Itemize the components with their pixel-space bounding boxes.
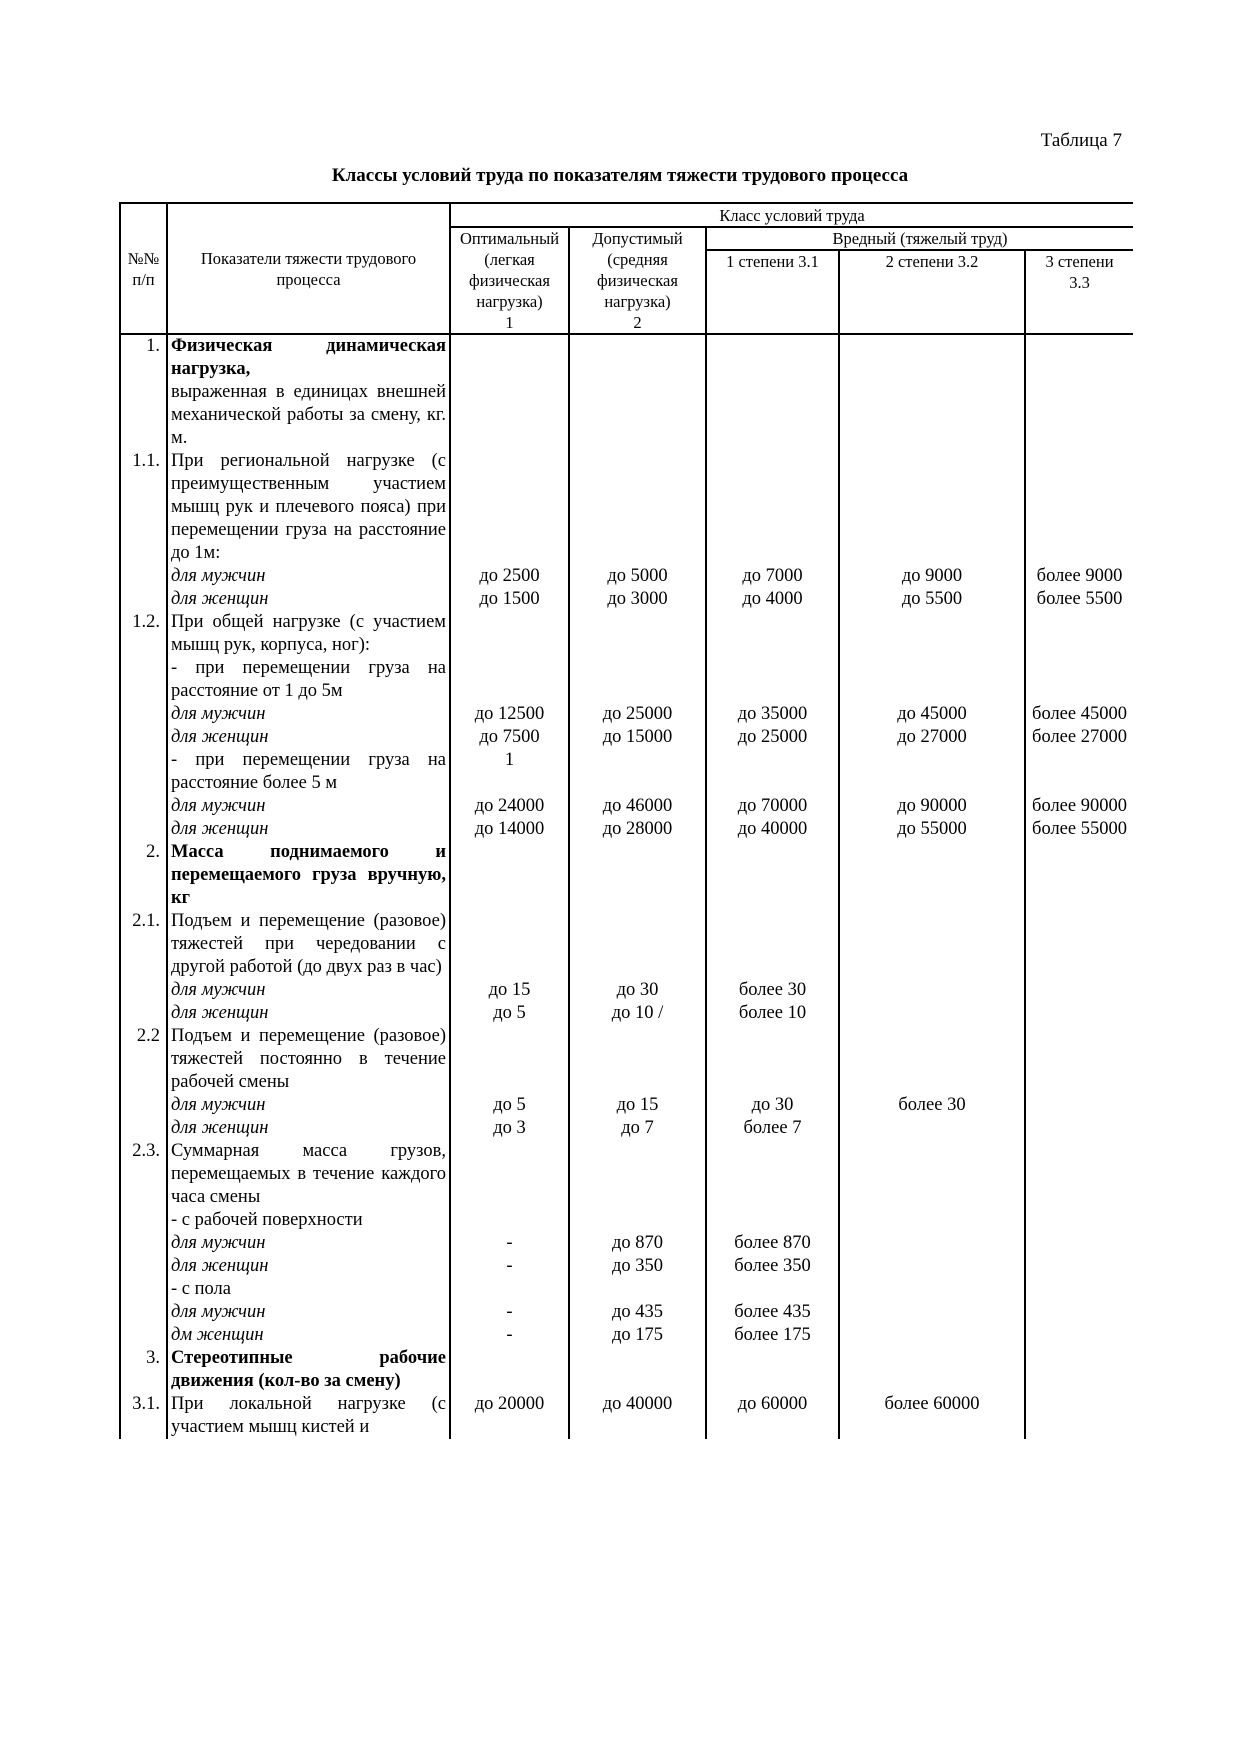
row-indicator: для мужчин: [167, 979, 450, 1002]
row-number: 2.3.: [120, 1140, 167, 1209]
value-optimal: [450, 1025, 569, 1094]
table-row: [120, 749, 1133, 795]
value-optimal: -: [450, 1255, 569, 1278]
row-indicator: При региональной нагрузке (с преимущественным участием мышц рук и плечевого пояса) при перемещении груза на расстояние до 1м:: [167, 450, 450, 565]
value-degree-1: более 350: [706, 1255, 839, 1278]
col-header-acceptable: [569, 227, 706, 334]
value-degree-3: [1025, 1278, 1133, 1301]
table-row: [120, 565, 1133, 588]
table-row: [120, 657, 1133, 703]
row-indicator: для женщин: [167, 818, 450, 841]
value-acceptable: до 10 /: [569, 1002, 706, 1025]
value-acceptable: [569, 381, 706, 450]
row-number: 3.1.: [120, 1393, 167, 1439]
value-optimal: до 20000: [450, 1393, 569, 1439]
value-acceptable: [569, 1347, 706, 1393]
value-degree-1: более 30: [706, 979, 839, 1002]
value-degree-3: [1025, 1393, 1133, 1439]
optimal-line: 1: [505, 313, 514, 332]
value-acceptable: до 350: [569, 1255, 706, 1278]
acceptable-line: нагрузка): [604, 292, 671, 311]
value-optimal: до 14000: [450, 818, 569, 841]
value-degree-2: [839, 841, 1025, 910]
value-optimal: до 12500: [450, 703, 569, 726]
value-acceptable: до 15000: [569, 726, 706, 749]
row-indicator: - при перемещении груза на расстояние от 1 до 5м: [167, 657, 450, 703]
value-optimal: [450, 1278, 569, 1301]
value-degree-2: до 9000: [839, 565, 1025, 588]
row-indicator: для мужчин: [167, 1232, 450, 1255]
row-number: [120, 726, 167, 749]
value-degree-1: до 4000: [706, 588, 839, 611]
labor-class-table: [119, 202, 1133, 1439]
col-header-class-group: Класс условий труда: [450, 203, 1133, 227]
value-degree-3: более 45000: [1025, 703, 1133, 726]
col-header-indicator: Показатели тяжести трудового процесса: [167, 203, 450, 334]
row-number: [120, 795, 167, 818]
row-number: 1.: [120, 334, 167, 381]
row-indicator: Физическая динамическая нагрузка,: [167, 334, 450, 381]
value-acceptable: до 46000: [569, 795, 706, 818]
value-optimal: [450, 910, 569, 979]
table-row: [120, 1393, 1133, 1439]
value-acceptable: до 30: [569, 979, 706, 1002]
value-degree-2: до 27000: [839, 726, 1025, 749]
value-acceptable: [569, 749, 706, 795]
value-degree-2: [839, 611, 1025, 657]
table-row: [120, 1140, 1133, 1209]
row-number: [120, 749, 167, 795]
value-degree-2: [839, 910, 1025, 979]
value-degree-2: [839, 1301, 1025, 1324]
value-degree-2: [839, 749, 1025, 795]
value-degree-3: [1025, 749, 1133, 795]
value-degree-2: [839, 657, 1025, 703]
row-indicator: Стереотипные рабочие движения (кол-во за смену): [167, 1347, 450, 1393]
table-row: [120, 979, 1133, 1002]
value-degree-3: более 55000: [1025, 818, 1133, 841]
value-degree-1: [706, 910, 839, 979]
value-degree-2: до 45000: [839, 703, 1025, 726]
row-indicator: дм женщин: [167, 1324, 450, 1347]
degree-3-line: 3 степени: [1045, 252, 1114, 272]
table-row: [120, 818, 1133, 841]
table-row: [120, 588, 1133, 611]
value-optimal: до 5: [450, 1002, 569, 1025]
table-caption: Таблица 7: [1040, 130, 1122, 151]
table-row: [120, 611, 1133, 657]
value-degree-3: [1025, 450, 1133, 565]
row-indicator: для мужчин: [167, 703, 450, 726]
row-indicator: выраженная в единицах внешней механической работы за смену, кг. м.: [167, 381, 450, 450]
row-indicator: для мужчин: [167, 565, 450, 588]
degree-3-line: 3.3: [1069, 273, 1090, 293]
table-frame: [119, 202, 1133, 1642]
row-indicator: для мужчин: [167, 795, 450, 818]
value-degree-3: [1025, 1255, 1133, 1278]
value-degree-2: [839, 1278, 1025, 1301]
table-row: [120, 910, 1133, 979]
table-row: [120, 795, 1133, 818]
row-number: [120, 1324, 167, 1347]
value-degree-2: до 55000: [839, 818, 1025, 841]
value-degree-1: [706, 334, 839, 381]
value-degree-1: [706, 381, 839, 450]
value-optimal: до 5: [450, 1094, 569, 1117]
row-indicator: для женщин: [167, 1117, 450, 1140]
value-degree-3: [1025, 1209, 1133, 1232]
value-degree-1: [706, 450, 839, 565]
value-optimal: до 7500: [450, 726, 569, 749]
value-degree-2: [839, 334, 1025, 381]
row-number: 2.1.: [120, 910, 167, 979]
row-indicator: Подъем и перемещение (разовое) тяжестей постоянно в течение рабочей смены: [167, 1025, 450, 1094]
value-degree-1: более 435: [706, 1301, 839, 1324]
value-degree-1: [706, 657, 839, 703]
value-degree-3: более 9000: [1025, 565, 1133, 588]
value-degree-1: [706, 1140, 839, 1209]
value-optimal: 1: [450, 749, 569, 795]
value-degree-1: [706, 841, 839, 910]
row-indicator: для женщин: [167, 1002, 450, 1025]
value-degree-1: [706, 1025, 839, 1094]
value-acceptable: [569, 910, 706, 979]
table-row: [120, 841, 1133, 910]
value-optimal: до 1500: [450, 588, 569, 611]
col-header-degree-3: [1025, 250, 1133, 334]
value-acceptable: [569, 1025, 706, 1094]
value-optimal: [450, 841, 569, 910]
optimal-line: нагрузка): [476, 292, 543, 311]
value-acceptable: до 25000: [569, 703, 706, 726]
value-acceptable: до 3000: [569, 588, 706, 611]
table-row: [120, 1025, 1133, 1094]
value-degree-1: до 25000: [706, 726, 839, 749]
row-number: [120, 1255, 167, 1278]
value-degree-2: [839, 1117, 1025, 1140]
row-indicator: для мужчин: [167, 1301, 450, 1324]
value-acceptable: до 870: [569, 1232, 706, 1255]
table-body: [120, 334, 1133, 1439]
value-degree-3: более 5500: [1025, 588, 1133, 611]
value-degree-1: до 35000: [706, 703, 839, 726]
row-indicator: для мужчин: [167, 1094, 450, 1117]
value-acceptable: до 175: [569, 1324, 706, 1347]
value-degree-2: [839, 1232, 1025, 1255]
value-degree-3: [1025, 1140, 1133, 1209]
value-acceptable: [569, 1140, 706, 1209]
value-degree-3: [1025, 334, 1133, 381]
acceptable-line: Допустимый: [592, 229, 683, 248]
table-row: [120, 1117, 1133, 1140]
value-acceptable: до 7: [569, 1117, 706, 1140]
row-indicator: - с пола: [167, 1278, 450, 1301]
value-acceptable: [569, 1209, 706, 1232]
acceptable-line: физическая: [597, 271, 678, 290]
row-number: [120, 1301, 167, 1324]
value-degree-3: [1025, 841, 1133, 910]
row-number: [120, 1002, 167, 1025]
row-number: [120, 703, 167, 726]
table-row: [120, 1094, 1133, 1117]
row-indicator: - с рабочей поверхности: [167, 1209, 450, 1232]
value-degree-1: [706, 611, 839, 657]
table-row: [120, 1232, 1133, 1255]
value-acceptable: до 5000: [569, 565, 706, 588]
value-optimal: до 3: [450, 1117, 569, 1140]
row-indicator: При локальной нагрузке (с участием мышц кистей и: [167, 1393, 450, 1439]
table-row: [120, 381, 1133, 450]
row-number: 1.1.: [120, 450, 167, 565]
value-degree-2: [839, 450, 1025, 565]
table-title: Классы условий труда по показателям тяжести трудового процесса: [331, 165, 909, 186]
value-acceptable: [569, 450, 706, 565]
table-row: [120, 450, 1133, 565]
value-degree-1: более 7: [706, 1117, 839, 1140]
value-degree-1: [706, 749, 839, 795]
value-optimal: до 24000: [450, 795, 569, 818]
value-degree-3: более 90000: [1025, 795, 1133, 818]
value-optimal: [450, 334, 569, 381]
value-acceptable: [569, 611, 706, 657]
row-number: [120, 588, 167, 611]
value-degree-2: [839, 1347, 1025, 1393]
value-degree-1: до 30: [706, 1094, 839, 1117]
col-header-optimal: [450, 227, 569, 334]
table-row: [120, 1209, 1133, 1232]
row-indicator: Суммарная масса грузов, перемещаемых в течение каждого часа смены: [167, 1140, 450, 1209]
value-degree-2: [839, 1002, 1025, 1025]
row-number: 2.: [120, 841, 167, 910]
value-optimal: до 15: [450, 979, 569, 1002]
table-row: [120, 1301, 1133, 1324]
row-number: [120, 979, 167, 1002]
value-optimal: -: [450, 1232, 569, 1255]
value-degree-1: до 40000: [706, 818, 839, 841]
row-number: [120, 565, 167, 588]
value-acceptable: до 40000: [569, 1393, 706, 1439]
value-degree-3: [1025, 1025, 1133, 1094]
row-number: [120, 1278, 167, 1301]
value-optimal: [450, 657, 569, 703]
col-header-harmful-group: Вредный (тяжелый труд): [706, 227, 1133, 250]
value-degree-1: до 70000: [706, 795, 839, 818]
value-optimal: [450, 1347, 569, 1393]
row-indicator: При общей нагрузке (с участием мышц рук, корпуса, ног):: [167, 611, 450, 657]
col-header-num: №№ п/п: [120, 203, 167, 334]
row-number: [120, 818, 167, 841]
value-optimal: [450, 1140, 569, 1209]
value-acceptable: до 435: [569, 1301, 706, 1324]
table-row: [120, 1347, 1133, 1393]
value-degree-1: [706, 1347, 839, 1393]
table-row: [120, 1324, 1133, 1347]
value-degree-1: более 10: [706, 1002, 839, 1025]
value-degree-1: до 60000: [706, 1393, 839, 1439]
value-degree-3: [1025, 1094, 1133, 1117]
row-number: [120, 381, 167, 450]
value-optimal: [450, 450, 569, 565]
value-degree-1: [706, 1278, 839, 1301]
value-degree-1: [706, 1209, 839, 1232]
row-number: [120, 657, 167, 703]
value-degree-2: до 90000: [839, 795, 1025, 818]
value-optimal: -: [450, 1324, 569, 1347]
row-number: [120, 1117, 167, 1140]
row-number: [120, 1094, 167, 1117]
row-number: [120, 1209, 167, 1232]
value-acceptable: [569, 841, 706, 910]
col-header-degree-2: 2 степени 3.2: [839, 250, 1025, 334]
value-degree-3: [1025, 1301, 1133, 1324]
table-row: [120, 1255, 1133, 1278]
value-acceptable: до 15: [569, 1094, 706, 1117]
optimal-line: Оптимальный: [459, 229, 560, 248]
value-degree-1: более 175: [706, 1324, 839, 1347]
value-degree-2: [839, 1324, 1025, 1347]
row-indicator: - при перемещении груза на расстояние более 5 м: [167, 749, 450, 795]
value-degree-2: [839, 1255, 1025, 1278]
value-degree-2: [839, 1209, 1025, 1232]
row-number: 1.2.: [120, 611, 167, 657]
value-acceptable: [569, 657, 706, 703]
value-optimal: до 2500: [450, 565, 569, 588]
value-optimal: [450, 381, 569, 450]
value-degree-1: до 7000: [706, 565, 839, 588]
acceptable-line: (средняя: [607, 250, 668, 269]
value-degree-3: [1025, 1117, 1133, 1140]
table-row: [120, 1278, 1133, 1301]
value-degree-3: более 27000: [1025, 726, 1133, 749]
value-degree-3: [1025, 657, 1133, 703]
value-acceptable: [569, 334, 706, 381]
value-degree-2: более 60000: [839, 1393, 1025, 1439]
col-header-degree-1: 1 степени 3.1: [706, 250, 839, 334]
value-optimal: -: [450, 1301, 569, 1324]
row-indicator: Масса поднимаемого и перемещаемого груза вручную, кг: [167, 841, 450, 910]
value-degree-3: [1025, 1002, 1133, 1025]
table-row: [120, 1002, 1133, 1025]
value-degree-2: [839, 1025, 1025, 1094]
value-degree-2: [839, 979, 1025, 1002]
value-degree-3: [1025, 1324, 1133, 1347]
value-acceptable: [569, 1278, 706, 1301]
row-indicator: для женщин: [167, 726, 450, 749]
value-degree-1: более 870: [706, 1232, 839, 1255]
value-degree-2: [839, 381, 1025, 450]
value-degree-3: [1025, 381, 1133, 450]
row-indicator: Подъем и перемещение (разовое) тяжестей при чередовании с другой работой (до двух раз в час): [167, 910, 450, 979]
table-row: [120, 703, 1133, 726]
optimal-line: физическая: [469, 271, 550, 290]
row-number: [120, 1232, 167, 1255]
optimal-line: (легкая: [484, 250, 535, 269]
value-degree-3: [1025, 1347, 1133, 1393]
value-degree-3: [1025, 910, 1133, 979]
value-degree-2: более 30: [839, 1094, 1025, 1117]
row-number: 3.: [120, 1347, 167, 1393]
value-acceptable: до 28000: [569, 818, 706, 841]
value-degree-2: [839, 1140, 1025, 1209]
table-row: [120, 726, 1133, 749]
value-degree-3: [1025, 979, 1133, 1002]
value-optimal: [450, 611, 569, 657]
value-degree-2: до 5500: [839, 588, 1025, 611]
acceptable-line: 2: [633, 313, 642, 332]
row-indicator: для женщин: [167, 1255, 450, 1278]
row-indicator: для женщин: [167, 588, 450, 611]
table-row: [120, 334, 1133, 381]
value-degree-3: [1025, 611, 1133, 657]
row-number: 2.2: [120, 1025, 167, 1094]
value-degree-3: [1025, 1232, 1133, 1255]
value-optimal: [450, 1209, 569, 1232]
